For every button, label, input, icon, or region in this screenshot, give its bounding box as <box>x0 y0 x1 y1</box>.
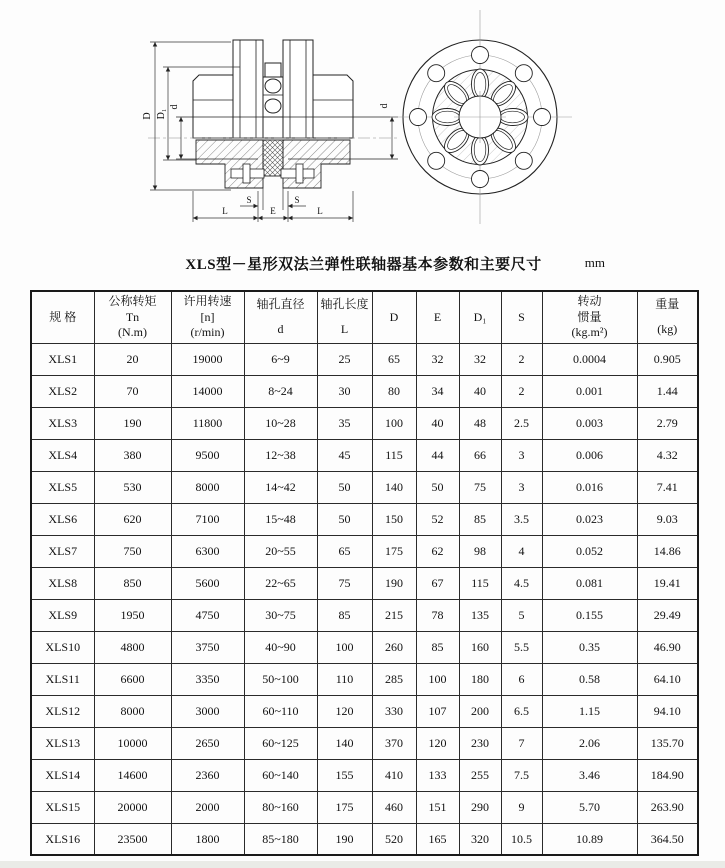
value-cell: 5.70 <box>542 791 637 823</box>
value-cell: 460 <box>372 791 416 823</box>
value-cell: 165 <box>416 823 459 855</box>
column-header-E: E <box>416 291 459 343</box>
spec-cell: XLS4 <box>31 439 94 471</box>
column-header-speed: 许用转速 [n] (r/min) <box>171 291 244 343</box>
value-cell: 155 <box>317 759 372 791</box>
value-cell: 3350 <box>171 663 244 695</box>
table-row <box>31 439 698 471</box>
spec-cell: XLS3 <box>31 407 94 439</box>
value-cell: 0.155 <box>542 599 637 631</box>
value-cell: 260 <box>372 631 416 663</box>
value-cell: 48 <box>459 407 501 439</box>
table-row <box>31 695 698 727</box>
value-cell: 4 <box>501 535 542 567</box>
header-row <box>31 291 698 343</box>
value-cell: 40~90 <box>244 631 317 663</box>
table-row <box>31 599 698 631</box>
value-cell: 20~55 <box>244 535 317 567</box>
value-cell: 75 <box>317 567 372 599</box>
value-cell: 850 <box>94 567 171 599</box>
value-cell: 110 <box>317 663 372 695</box>
spec-table <box>30 290 699 856</box>
value-cell: 62 <box>416 535 459 567</box>
column-header-inertia: 转动 惯量 (kg.m²) <box>542 291 637 343</box>
table-row <box>31 823 698 855</box>
value-cell: 11800 <box>171 407 244 439</box>
value-cell: 14000 <box>171 375 244 407</box>
value-cell: 3.5 <box>501 503 542 535</box>
table-header <box>31 291 698 343</box>
table-row <box>31 503 698 535</box>
value-cell: 20 <box>94 343 171 375</box>
value-cell: 3.46 <box>542 759 637 791</box>
value-cell: 60~110 <box>244 695 317 727</box>
value-cell: 370 <box>372 727 416 759</box>
value-cell: 9 <box>501 791 542 823</box>
value-cell: 520 <box>372 823 416 855</box>
column-header-D1: D₁ <box>459 291 501 343</box>
value-cell: 34 <box>416 375 459 407</box>
dim-label-L-right: L <box>317 206 323 216</box>
column-header-torque: 公称转矩 Tn (N.m) <box>94 291 171 343</box>
value-cell: 285 <box>372 663 416 695</box>
value-cell: 20000 <box>94 791 171 823</box>
table-row <box>31 759 698 791</box>
spec-cell: XLS2 <box>31 375 94 407</box>
value-cell: 50 <box>416 471 459 503</box>
value-cell: 750 <box>94 535 171 567</box>
value-cell: 6 <box>501 663 542 695</box>
value-cell: 4.5 <box>501 567 542 599</box>
value-cell: 60~140 <box>244 759 317 791</box>
value-cell: 60~125 <box>244 727 317 759</box>
value-cell: 46.90 <box>637 631 698 663</box>
value-cell: 14~42 <box>244 471 317 503</box>
value-cell: 9.03 <box>637 503 698 535</box>
value-cell: 255 <box>459 759 501 791</box>
value-cell: 620 <box>94 503 171 535</box>
value-cell: 80~160 <box>244 791 317 823</box>
value-cell: 64.10 <box>637 663 698 695</box>
value-cell: 5 <box>501 599 542 631</box>
value-cell: 175 <box>317 791 372 823</box>
value-cell: 2650 <box>171 727 244 759</box>
value-cell: 75 <box>459 471 501 503</box>
value-cell: 160 <box>459 631 501 663</box>
value-cell: 0.905 <box>637 343 698 375</box>
dim-label-d-left: d <box>169 104 180 110</box>
value-cell: 120 <box>416 727 459 759</box>
value-cell: 8~24 <box>244 375 317 407</box>
page-edge-strip <box>0 861 725 868</box>
value-cell: 12~38 <box>244 439 317 471</box>
value-cell: 6~9 <box>244 343 317 375</box>
value-cell: 1.15 <box>542 695 637 727</box>
value-cell: 190 <box>317 823 372 855</box>
value-cell: 1.44 <box>637 375 698 407</box>
value-cell: 35 <box>317 407 372 439</box>
value-cell: 65 <box>317 535 372 567</box>
value-cell: 5.5 <box>501 631 542 663</box>
spec-cell: XLS16 <box>31 823 94 855</box>
value-cell: 2360 <box>171 759 244 791</box>
value-cell: 44 <box>416 439 459 471</box>
value-cell: 7100 <box>171 503 244 535</box>
value-cell: 85~180 <box>244 823 317 855</box>
value-cell: 115 <box>459 567 501 599</box>
value-cell: 0.35 <box>542 631 637 663</box>
value-cell: 2 <box>501 375 542 407</box>
spec-cell: XLS13 <box>31 727 94 759</box>
value-cell: 0.016 <box>542 471 637 503</box>
value-cell: 0.081 <box>542 567 637 599</box>
value-cell: 140 <box>372 471 416 503</box>
value-cell: 7 <box>501 727 542 759</box>
value-cell: 3750 <box>171 631 244 663</box>
column-header-D: D <box>372 291 416 343</box>
table-row <box>31 631 698 663</box>
value-cell: 107 <box>416 695 459 727</box>
value-cell: 530 <box>94 471 171 503</box>
value-cell: 32 <box>416 343 459 375</box>
cross-section-view <box>142 40 400 222</box>
spec-cell: XLS11 <box>31 663 94 695</box>
value-cell: 14.86 <box>637 535 698 567</box>
spec-cell: XLS15 <box>31 791 94 823</box>
table-row <box>31 407 698 439</box>
value-cell: 94.10 <box>637 695 698 727</box>
value-cell: 190 <box>372 567 416 599</box>
value-cell: 19000 <box>171 343 244 375</box>
dim-label-S-right: S <box>294 195 300 205</box>
value-cell: 100 <box>416 663 459 695</box>
value-cell: 19.41 <box>637 567 698 599</box>
value-cell: 230 <box>459 727 501 759</box>
value-cell: 2.06 <box>542 727 637 759</box>
value-cell: 0.003 <box>542 407 637 439</box>
value-cell: 2.5 <box>501 407 542 439</box>
value-cell: 5600 <box>171 567 244 599</box>
value-cell: 380 <box>94 439 171 471</box>
value-cell: 184.90 <box>637 759 698 791</box>
value-cell: 66 <box>459 439 501 471</box>
spec-cell: XLS5 <box>31 471 94 503</box>
table-row <box>31 343 698 375</box>
value-cell: 4750 <box>171 599 244 631</box>
value-cell: 3000 <box>171 695 244 727</box>
value-cell: 70 <box>94 375 171 407</box>
value-cell: 180 <box>459 663 501 695</box>
value-cell: 115 <box>372 439 416 471</box>
value-cell: 0.001 <box>542 375 637 407</box>
value-cell: 78 <box>416 599 459 631</box>
value-cell: 1950 <box>94 599 171 631</box>
value-cell: 30 <box>317 375 372 407</box>
value-cell: 135 <box>459 599 501 631</box>
value-cell: 364.50 <box>637 823 698 855</box>
value-cell: 175 <box>372 535 416 567</box>
value-cell: 6300 <box>171 535 244 567</box>
column-header-length-L: 轴孔长度 L <box>317 291 372 343</box>
value-cell: 140 <box>317 727 372 759</box>
table-row <box>31 471 698 503</box>
value-cell: 0.023 <box>542 503 637 535</box>
spec-cell: XLS1 <box>31 343 94 375</box>
value-cell: 4.32 <box>637 439 698 471</box>
value-cell: 4800 <box>94 631 171 663</box>
value-cell: 85 <box>416 631 459 663</box>
dim-label-L-left: L <box>222 206 228 216</box>
value-cell: 133 <box>416 759 459 791</box>
dim-label-D: D <box>142 112 153 120</box>
value-cell: 8000 <box>94 695 171 727</box>
value-cell: 50 <box>317 471 372 503</box>
dim-label-S-left: S <box>246 195 252 205</box>
column-header-weight: 重量 (kg) <box>637 291 698 343</box>
value-cell: 23500 <box>94 823 171 855</box>
value-cell: 200 <box>459 695 501 727</box>
value-cell: 0.006 <box>542 439 637 471</box>
spec-cell: XLS6 <box>31 503 94 535</box>
value-cell: 15~48 <box>244 503 317 535</box>
value-cell: 263.90 <box>637 791 698 823</box>
value-cell: 6.5 <box>501 695 542 727</box>
value-cell: 85 <box>459 503 501 535</box>
table-row <box>31 663 698 695</box>
value-cell: 45 <box>317 439 372 471</box>
table-row <box>31 727 698 759</box>
spec-cell: XLS14 <box>31 759 94 791</box>
value-cell: 7.5 <box>501 759 542 791</box>
column-header-S: S <box>501 291 542 343</box>
spec-cell: XLS7 <box>31 535 94 567</box>
value-cell: 8000 <box>171 471 244 503</box>
value-cell: 215 <box>372 599 416 631</box>
table-row <box>31 535 698 567</box>
value-cell: 6600 <box>94 663 171 695</box>
value-cell: 2.79 <box>637 407 698 439</box>
value-cell: 120 <box>317 695 372 727</box>
page-title: XLS型－星形双法兰弹性联轴器基本参数和主要尺寸 <box>185 257 542 273</box>
value-cell: 80 <box>372 375 416 407</box>
value-cell: 3 <box>501 439 542 471</box>
value-cell: 9500 <box>171 439 244 471</box>
value-cell: 40 <box>416 407 459 439</box>
value-cell: 150 <box>372 503 416 535</box>
table-row <box>31 375 698 407</box>
table-body <box>31 343 698 855</box>
value-cell: 29.49 <box>637 599 698 631</box>
value-cell: 14600 <box>94 759 171 791</box>
value-cell: 10~28 <box>244 407 317 439</box>
unit-label: mm <box>584 255 605 270</box>
value-cell: 3 <box>501 471 542 503</box>
value-cell: 290 <box>459 791 501 823</box>
value-cell: 50~100 <box>244 663 317 695</box>
value-cell: 2 <box>501 343 542 375</box>
value-cell: 65 <box>372 343 416 375</box>
value-cell: 40 <box>459 375 501 407</box>
column-header-bore-d: 轴孔直径 d <box>244 291 317 343</box>
table-row <box>31 791 698 823</box>
dim-label-E: E <box>270 206 276 216</box>
value-cell: 85 <box>317 599 372 631</box>
value-cell: 151 <box>416 791 459 823</box>
value-cell: 10.5 <box>501 823 542 855</box>
value-cell: 32 <box>459 343 501 375</box>
value-cell: 22~65 <box>244 567 317 599</box>
value-cell: 135.70 <box>637 727 698 759</box>
front-view <box>390 10 572 224</box>
value-cell: 0.052 <box>542 535 637 567</box>
table-row <box>31 567 698 599</box>
value-cell: 330 <box>372 695 416 727</box>
spec-cell: XLS12 <box>31 695 94 727</box>
spec-cell: XLS10 <box>31 631 94 663</box>
value-cell: 10.89 <box>542 823 637 855</box>
dim-label-d-right: d <box>379 103 390 109</box>
value-cell: 52 <box>416 503 459 535</box>
value-cell: 0.0004 <box>542 343 637 375</box>
value-cell: 2000 <box>171 791 244 823</box>
value-cell: 190 <box>94 407 171 439</box>
value-cell: 98 <box>459 535 501 567</box>
value-cell: 67 <box>416 567 459 599</box>
dim-label-D1: D₁ <box>156 108 167 120</box>
spec-cell: XLS8 <box>31 567 94 599</box>
value-cell: 25 <box>317 343 372 375</box>
value-cell: 320 <box>459 823 501 855</box>
value-cell: 410 <box>372 759 416 791</box>
value-cell: 1800 <box>171 823 244 855</box>
value-cell: 50 <box>317 503 372 535</box>
value-cell: 0.58 <box>542 663 637 695</box>
value-cell: 100 <box>317 631 372 663</box>
column-header-spec: 规 格 <box>31 291 94 343</box>
value-cell: 10000 <box>94 727 171 759</box>
value-cell: 7.41 <box>637 471 698 503</box>
value-cell: 30~75 <box>244 599 317 631</box>
spec-cell: XLS9 <box>31 599 94 631</box>
technical-drawing <box>0 0 725 250</box>
title-row <box>30 253 697 274</box>
value-cell: 100 <box>372 407 416 439</box>
